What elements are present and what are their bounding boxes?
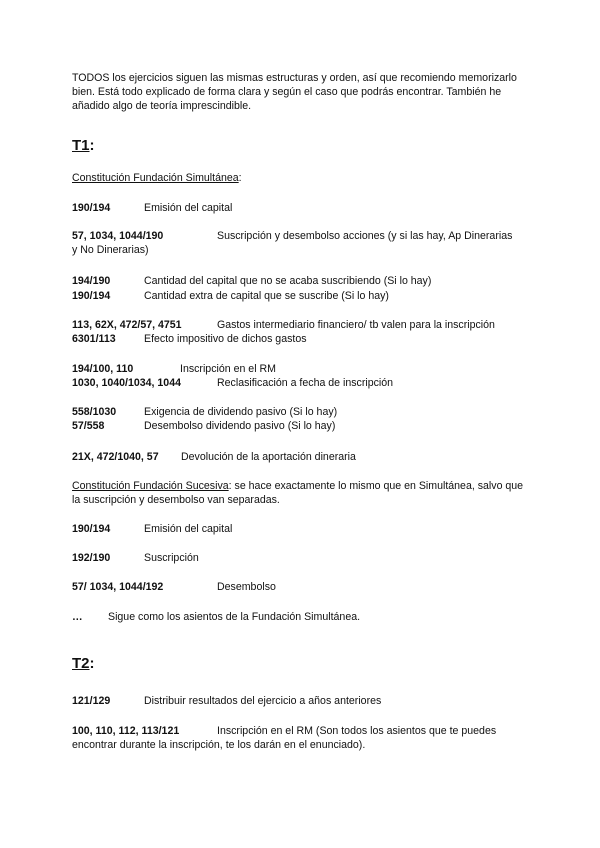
entry-description: Exigencia de dividendo pasivo (Si lo hay): [144, 406, 338, 418]
entry-description: Suscripción: [144, 552, 199, 564]
entry-code: 558/1030: [72, 406, 117, 418]
journal-entry: [72, 274, 542, 288]
section-heading-t2: [72, 655, 542, 673]
entry-description: Inscripción en el RM (Son todos los asientos que te puedes: [217, 725, 497, 737]
entry-code: 190/194: [72, 523, 111, 535]
entry-code: …: [72, 611, 83, 623]
t2-heading-text: T2: [72, 655, 90, 672]
journal-entry: [72, 724, 542, 752]
entry-description-cont: y No Dinerarias): [72, 244, 149, 256]
journal-entry: [72, 201, 542, 215]
entry-description: Reclasificación a fecha de inscripción: [217, 377, 394, 389]
entry-code: 21X, 472/1040, 57: [72, 451, 159, 463]
sucesiva-paragraph: [72, 479, 534, 507]
entry-description: Distribuir resultados del ejercicio a años anteriores: [144, 695, 382, 707]
journal-entry: [72, 522, 542, 536]
journal-entry: [72, 551, 542, 565]
entry-code: 57/ 1034, 1044/192: [72, 581, 164, 593]
entry-code: 194/100, 110: [72, 363, 134, 375]
entry-description: Inscripción en el RM: [180, 363, 276, 375]
journal-entry: [72, 580, 542, 594]
journal-entry: [72, 318, 542, 332]
entry-code: 57, 1034, 1044/190: [72, 230, 164, 242]
sucesiva-title: Constitución Fundación Sucesiva: [72, 480, 229, 492]
journal-entry: [72, 694, 542, 708]
entry-code: 194/190: [72, 275, 111, 287]
entry-code: 100, 110, 112, 113/121: [72, 725, 180, 737]
entry-description: Devolución de la aportación dineraria: [181, 451, 356, 463]
entry-description: Emisión del capital: [144, 202, 233, 214]
journal-entry: [72, 332, 542, 346]
t1-heading-text: T1: [72, 137, 90, 154]
entry-description: Desembolso: [217, 581, 276, 593]
journal-entry: [72, 289, 542, 303]
entry-description: Gastos intermediario financiero/ tb valen para la inscripción: [217, 319, 495, 331]
entry-description: Efecto impositivo de dichos gastos: [144, 333, 307, 345]
entry-code: 1030, 1040/1034, 1044: [72, 377, 181, 389]
intro-paragraph: TODOS los ejercicios siguen las mismas estructuras y orden, así que recomiendo memorizarlo bien. Está todo explicado de forma clara y según el caso que podrás encontrar. También he añadido algo de teoría imprescindible.: [72, 72, 517, 112]
simultanea-title: [72, 171, 542, 185]
entry-code: 190/194: [72, 202, 111, 214]
simultanea-title-colon: :: [238, 172, 242, 184]
simultanea-title-text: Constitución Fundación Simultánea: [72, 172, 239, 184]
journal-entry: [72, 450, 542, 464]
entry-description: Cantidad del capital que no se acaba suscribiendo (Si lo hay): [144, 275, 432, 287]
entry-code: 190/194: [72, 290, 111, 302]
entry-description: Suscripción y desembolso acciones (y si las hay, Ap Dinerarias: [217, 230, 513, 242]
section-heading-t1: [72, 137, 542, 155]
t1-heading-colon: :: [89, 137, 95, 154]
journal-entry: [72, 419, 542, 433]
entry-description-cont: encontrar durante la inscripción, te los darán en el enunciado).: [72, 739, 366, 751]
t2-heading-colon: :: [89, 655, 95, 672]
journal-entry: [72, 405, 542, 419]
entry-code: 6301/113: [72, 333, 116, 345]
entry-code: 57/558: [72, 420, 105, 432]
entry-code: 121/129: [72, 695, 111, 707]
entry-description: Sigue como los asientos de la Fundación Simultánea.: [108, 611, 361, 623]
entry-description: Emisión del capital: [144, 523, 233, 535]
entry-description: Cantidad extra de capital que se suscribe (Si lo hay): [144, 290, 389, 302]
journal-entry: [72, 362, 542, 376]
journal-entry: [72, 376, 542, 390]
journal-entry: [72, 610, 542, 624]
sucesiva-note: : se hace exactamente lo mismo que en Simultánea, salvo que la suscripción y desembolso van separadas.: [72, 480, 524, 506]
entry-description: Desembolso dividendo pasivo (Si lo hay): [144, 420, 336, 432]
entry-code: 113, 62X, 472/57, 4751: [72, 319, 182, 331]
journal-entry: [72, 229, 542, 257]
entry-code: 192/190: [72, 552, 111, 564]
